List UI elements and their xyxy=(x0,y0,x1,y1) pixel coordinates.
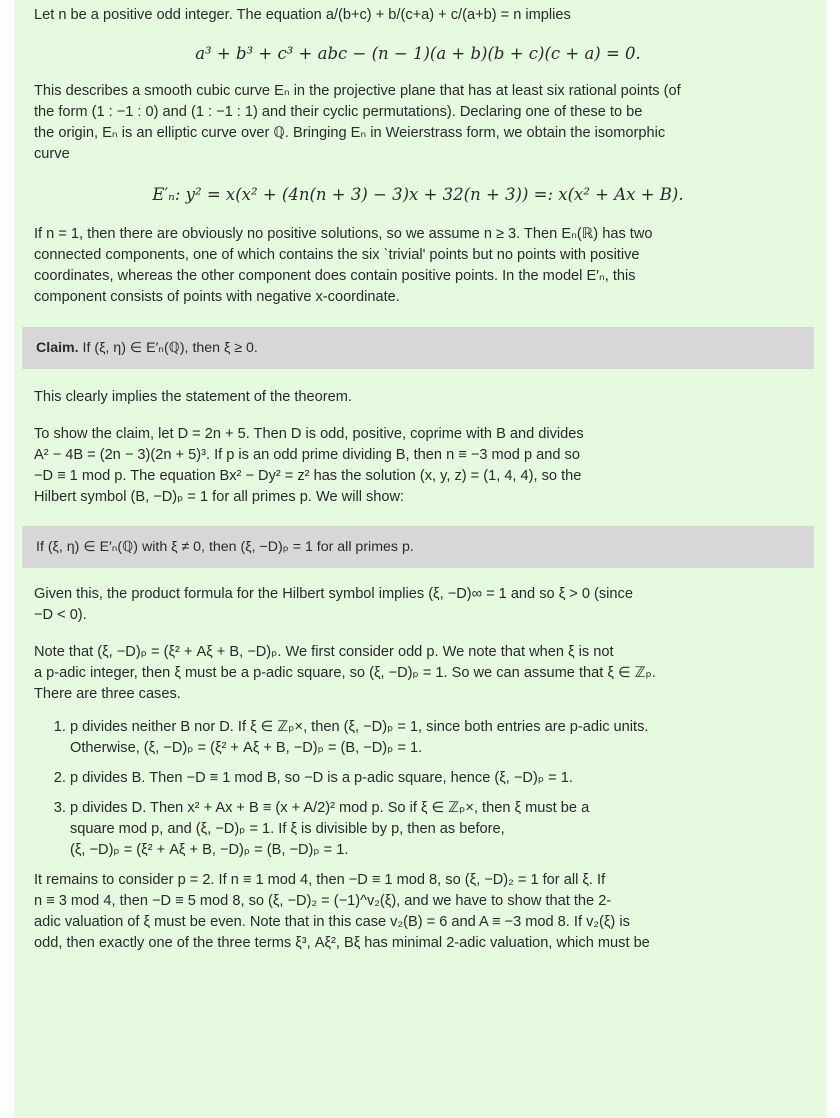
list-item xyxy=(70,717,802,759)
components-line-4: component consists of points with negative x-coordinate. xyxy=(34,289,400,305)
case-3-line-3: (ξ, −D)ₚ = (ξ² + Aξ + B, −D)ₚ = (B, −D)ₚ = 1. xyxy=(70,842,349,858)
p-equals-2-paragraph xyxy=(34,870,802,954)
components-paragraph xyxy=(34,224,802,308)
odd-p-paragraph xyxy=(34,642,802,705)
curve-line-4: curve xyxy=(34,146,70,162)
case-3-line-1: 3. p divides D. Then x² + Ax + B ≡ (x + A/2)² mod p. So if ξ ∈ ℤₚ×, then ξ must be a xyxy=(70,800,590,816)
equation-cubic: a³ + b³ + c³ + abc − (n − 1)(a + b)(b + c)(c + a) = 0. xyxy=(195,44,641,63)
odd-p-line-2: a p-adic integer, then ξ must be a p-adic square, so (ξ, −D)ₚ = 1. So we can assume that ξ ∈ ℤₚ. xyxy=(34,665,656,681)
case-2-line-1: 2. p divides B. Then −D ≡ 1 mod B, so −D is a p-adic square, hence (ξ, −D)ₚ = 1. xyxy=(70,770,573,786)
proof-line-1: To show the claim, let D = 2n + 5. Then D is odd, positive, coprime with B and divides xyxy=(34,426,584,442)
case-1-line-1: 1. p divides neither B nor D. If ξ ∈ ℤₚ×, then (ξ, −D)ₚ = 1, since both entries are p-adic units. xyxy=(70,719,649,735)
claim-text: If (ξ, η) ∈ E′ₙ(ℚ), then ξ ≥ 0. xyxy=(78,340,258,356)
intro-line: Let n be a positive odd integer. The equation a/(b+c) + b/(c+a) + c/(a+b) = n implies xyxy=(34,7,571,23)
proof-line-4: Hilbert symbol (B, −D)ₚ = 1 for all primes p. We will show: xyxy=(34,489,405,505)
answer-body xyxy=(14,0,826,1118)
case-1-line-2: Otherwise, (ξ, −D)ₚ = (ξ² + Aξ + B, −D)ₚ = (B, −D)ₚ = 1. xyxy=(70,740,423,756)
claim-box xyxy=(22,327,814,369)
components-line-1: If n = 1, then there are obviously no positive solutions, so we assume n ≥ 3. Then Eₙ(ℝ) has two xyxy=(34,226,653,242)
curve-paragraph xyxy=(34,81,802,165)
curve-line-3: the origin, Eₙ is an elliptic curve over ℚ. Bringing Eₙ in Weierstrass form, we obtain the isomorphic xyxy=(34,125,666,141)
p2-line-1: It remains to consider p = 2. If n ≡ 1 mod 4, then −D ≡ 1 mod 8, so (ξ, −D)₂ = 1 for all ξ. If xyxy=(34,872,606,888)
odd-p-line-1: Note that (ξ, −D)ₚ = (ξ² + Aξ + B, −D)ₚ. We first consider odd p. We note that when ξ is not xyxy=(34,644,614,660)
proof-line-2: A² − 4B = (2n − 3)(2n + 5)³. If p is an odd prime dividing B, then n ≡ −3 mod p and so xyxy=(34,447,580,463)
claim-label: Claim. xyxy=(36,340,79,356)
list-item xyxy=(70,798,802,861)
intro-paragraph xyxy=(34,0,802,26)
cases-list xyxy=(34,717,802,861)
curve-line-2: the form (1 : −1 : 0) and (1 : −1 : 1) and their cyclic permutations). Declaring one of these to be xyxy=(34,104,643,120)
implication-paragraph: This clearly implies the statement of the theorem. xyxy=(34,389,352,405)
p2-line-3: adic valuation of ξ must be even. Note that in this case v₂(B) = 6 and A ≡ −3 mod 8. If v₂(ξ) is xyxy=(34,914,630,930)
p2-line-2: n ≡ 3 mod 4, then −D ≡ 5 mod 8, so (ξ, −D)₂ = (−1)^v₂(ξ), and we have to show that the 2- xyxy=(34,893,612,909)
proof-paragraph xyxy=(34,424,802,508)
product-line-1: Given this, the product formula for the Hilbert symbol implies (ξ, −D)∞ = 1 and so ξ > 0 (since xyxy=(34,586,633,602)
curve-line-1: This describes a smooth cubic curve Eₙ in the projective plane that has at least six rational points (of xyxy=(34,83,681,99)
odd-p-line-3: There are three cases. xyxy=(34,686,181,702)
statement-box: If (ξ, η) ∈ E′ₙ(ℚ) with ξ ≠ 0, then (ξ, −D)ₚ = 1 for all primes p. xyxy=(22,526,814,568)
product-formula-paragraph xyxy=(34,584,802,626)
equation-weierstrass: E′ₙ: y² = x(x² + (4n(n + 3) − 3)x + 32(n + 3)) =: x(x² + Ax + B). xyxy=(152,185,684,204)
list-item xyxy=(70,768,802,789)
components-line-3: coordinates, whereas the other component does contain positive points. In the model E′ₙ, this xyxy=(34,268,636,284)
proof-line-3: −D ≡ 1 mod p. The equation Bx² − Dy² = z² has the solution (x, y, z) = (1, 4, 4), so the xyxy=(34,468,582,484)
components-line-2: connected components, one of which contains the six `trivial' points but no points with positive xyxy=(34,247,640,263)
p2-line-4: odd, then exactly one of the three terms ξ³, Aξ², Bξ has minimal 2-adic valuation, which must be xyxy=(34,935,650,951)
case-3-line-2: square mod p, and (ξ, −D)ₚ = 1. If ξ is divisible by p, then as before, xyxy=(70,821,505,837)
product-line-2: −D < 0). xyxy=(34,607,87,623)
